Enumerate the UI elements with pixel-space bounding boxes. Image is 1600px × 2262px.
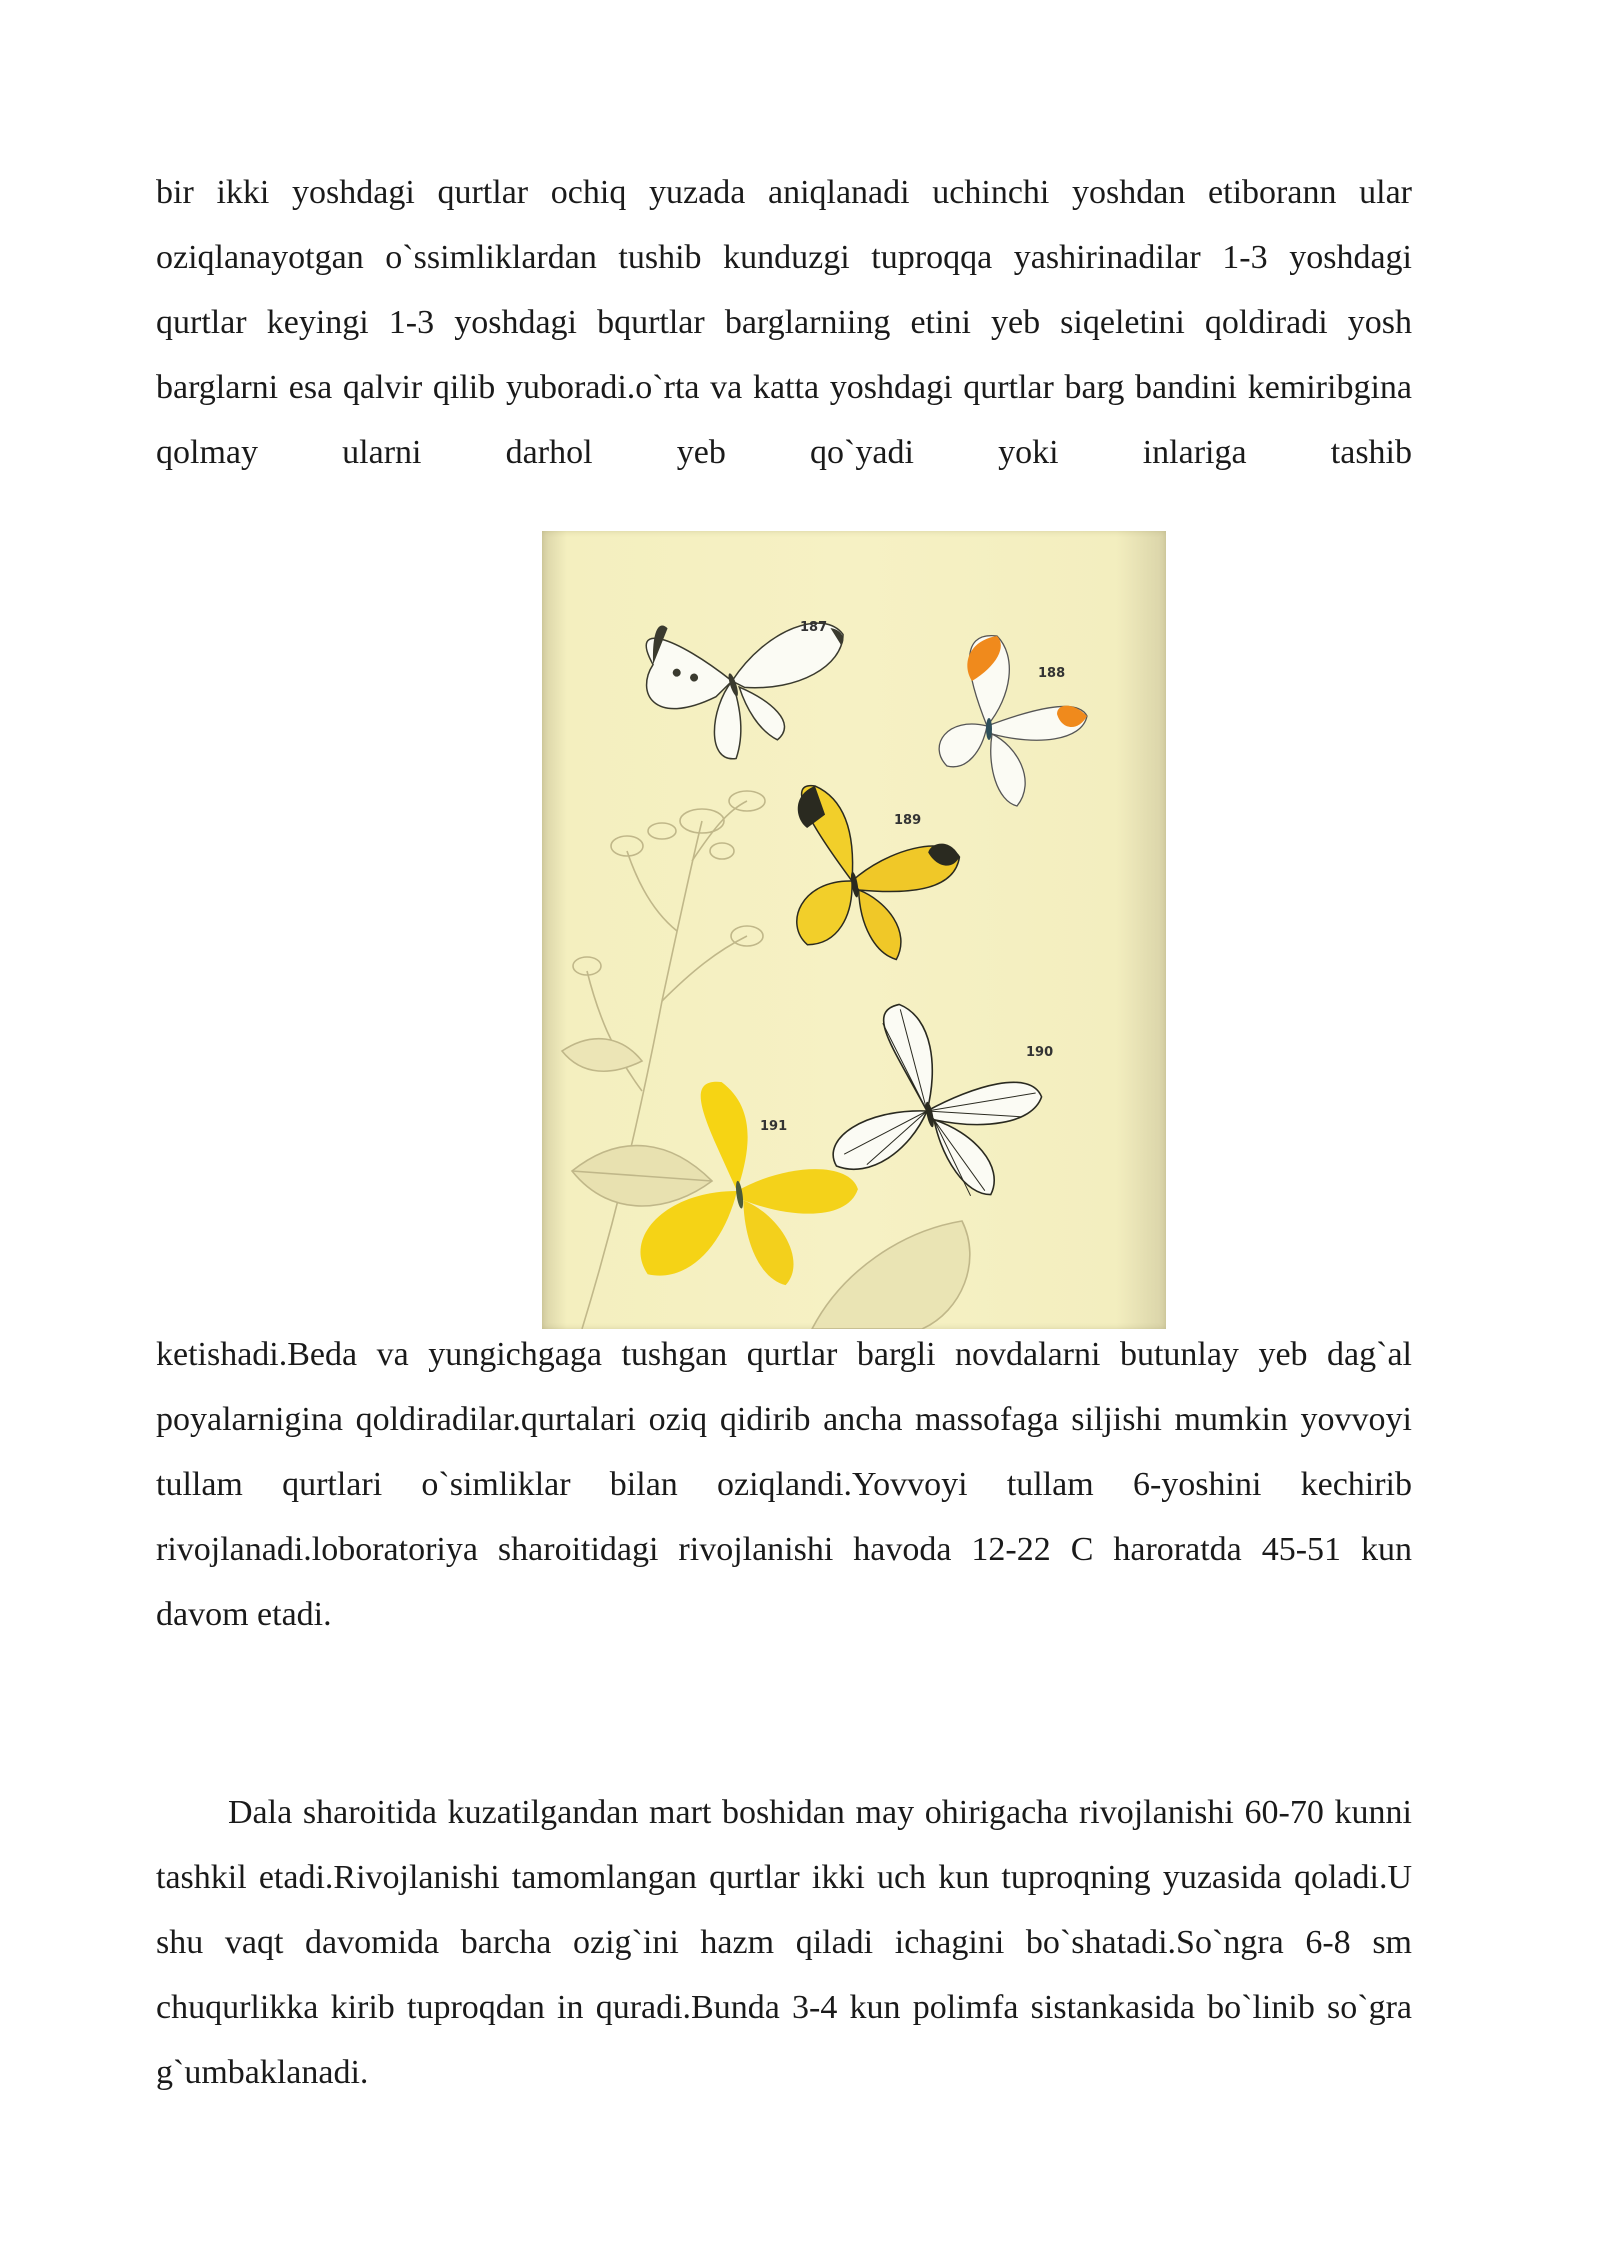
figure-number-187: 187 [800,620,828,635]
figure-number-188: 188 [1038,666,1066,681]
figure-number-191: 191 [760,1119,788,1134]
figure-number-190: 190 [1026,1045,1054,1060]
figure-number-189: 189 [894,813,922,828]
paragraph-3: Dala sharoitida kuzatilgandan mart boshidan may ohirigacha rivojlanishi 60-70 kunni tashkil etadi.Rivojlanishi tamomlangan qurtlar ikki uch kun tuproqning yuzasida qoladi.U shu vaqt davomida barcha ozig`ini hazm qiladi ichagini bo`shatadi.So`ngra 6-8 sm chuqurlikka kirib tuproqdan in quradi.Bunda 3-4 kun polimfa sistankasida bo`linib so`gra g`umbaklanadi. [156,1794,1412,2091]
paragraph-2: ketishadi.Beda va yungichgaga tushgan qurtlar bargli novdalarni butunlay yeb dag`al poyalarnigina qoldiradilar.qurtalari oziq qidirib ancha massofaga siljishi mumkin yovvoyi tullam qurtlari o`simliklar bilan oziqlandi.Yovvoyi tullam 6-yoshini kechirib rivojlanadi.loboratoriya sharoitidagi rivojlanishi havoda 12-22 C haroratda 45-51 kun davom etadi. [156,1336,1412,1633]
butterfly-187 [629,573,869,778]
butterfly-189 [773,762,975,975]
butterfly-plate-illustration [542,531,1166,1329]
butterfly-plate-svg [542,531,1166,1329]
paragraph-1: bir ikki yoshdagi qurtlar ochiq yuzada aniqlanadi uchinchi yoshdan etiborann ular oziqlanayotgan o`ssimliklardan tushib kunduzgi tuproqqa yashirinadilar 1-3 yoshdagi qurtlar keyingi 1-3 yoshdagi bqurtlar barglarniing etini yeb siqeletini qoldiradi yosh barglarni esa qalvir qilib yuboradi.o`rta va katta yoshdagi qurtlar barg bandini kemiribgina qolmay ularni darhol yeb qo`yadi yoki inlariga tashib [156,174,1412,471]
butterfly-188 [939,636,1087,806]
